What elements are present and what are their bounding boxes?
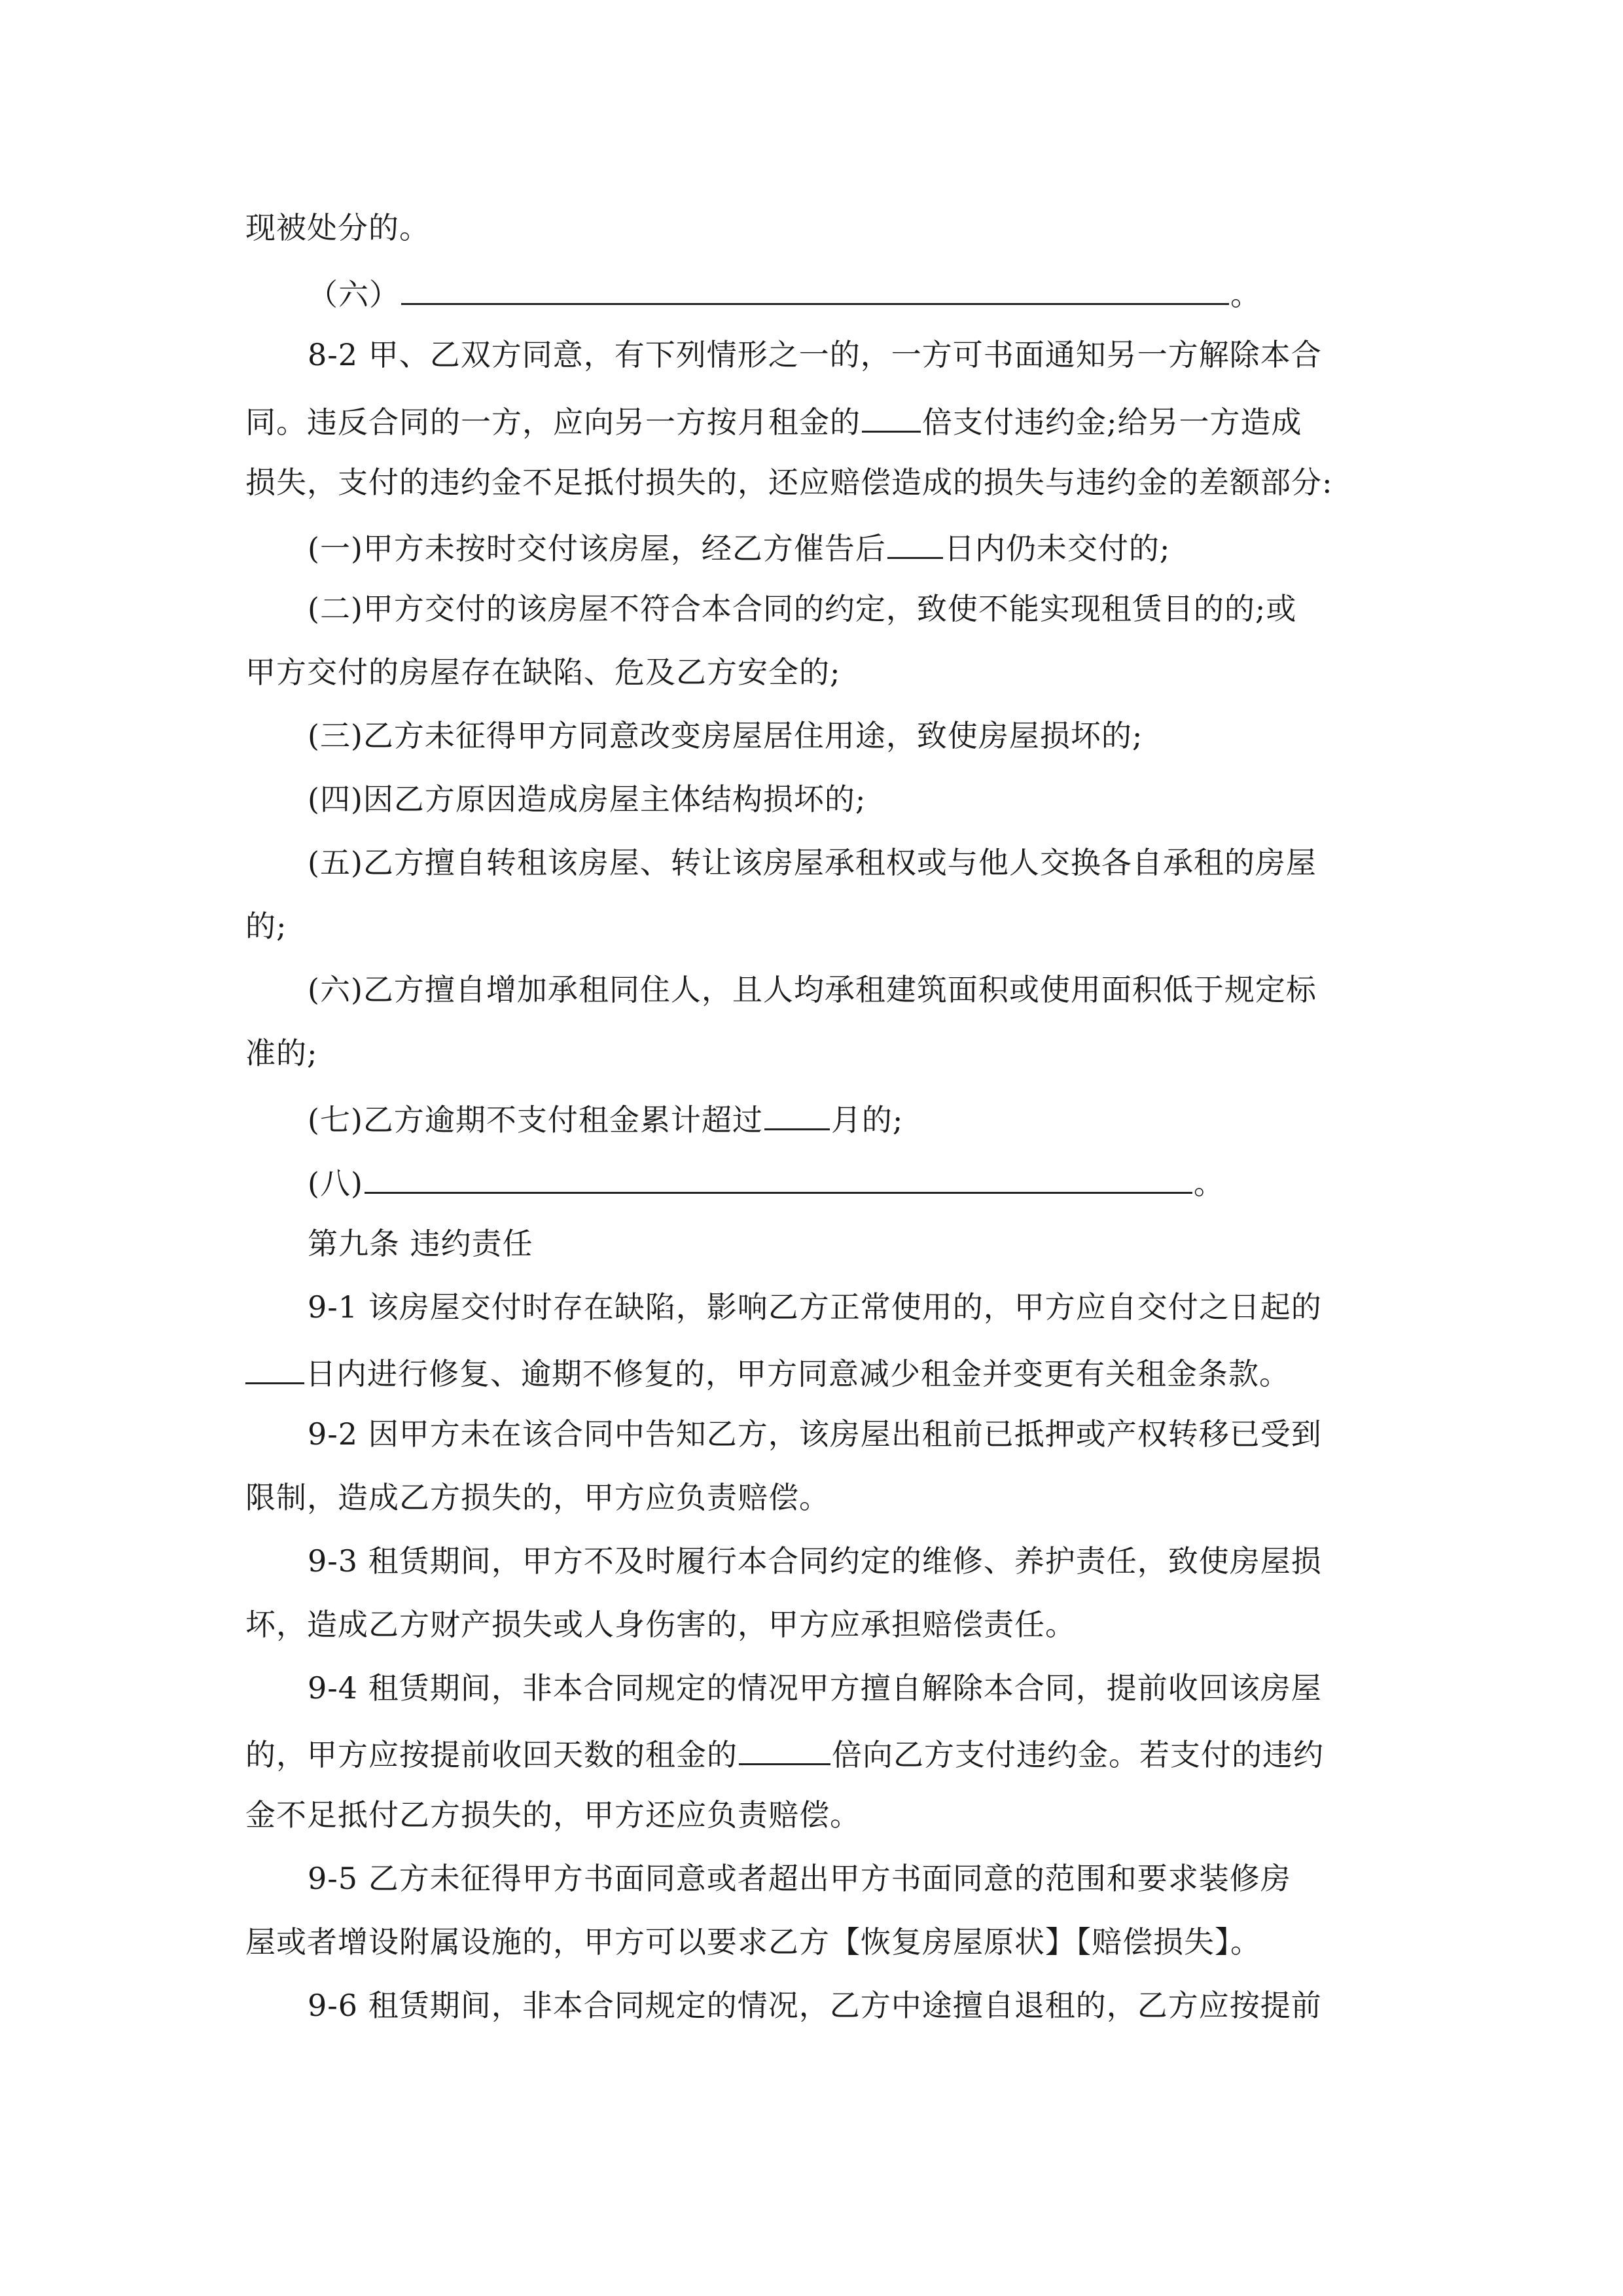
text-line: (六)乙方擅自增加承租同住人，且人均承租建筑面积或使用面积低于规定标 (308, 972, 1317, 1007)
text-line: (五)乙方擅自转租该房屋、转让该房屋承租权或与他人交换各自承租的房屋 (308, 845, 1317, 880)
text-line: 9-4 租赁期间，非本合同规定的情况甲方擅自解除本合同，提前收回该房屋 (308, 1670, 1322, 1706)
fill-blank (401, 272, 1229, 305)
text-line: 9-2 因甲方未在该合同中告知乙方，该房屋出租前已抵押或产权转移已受到 (308, 1416, 1322, 1452)
text-line: 的，甲方应按提前收回天数的租金的 倍向乙方支付违约金。若支付的违约 (245, 1732, 1324, 1771)
clause-blank-line: （六） 。 (308, 272, 1261, 311)
fill-blank (862, 399, 921, 433)
text-line: 9-5 乙方未征得甲方书面同意或者超出甲方书面同意的范围和要求装修房 (308, 1861, 1291, 1896)
fill-blank (245, 1351, 304, 1384)
text-line: 金不足抵付乙方损失的，甲方还应负责赔偿。 (245, 1797, 861, 1833)
text-line: 9-3 租赁期间，甲方不及时履行本合同约定的维修、养护责任，致使房屋损 (308, 1543, 1322, 1579)
text-line: 坏，造成乙方财产损失或人身伤害的，甲方应承担赔偿责任。 (245, 1607, 1076, 1642)
text-line: 的; (245, 908, 287, 944)
text-line: (二)甲方交付的该房屋不符合本合同的约定，致使不能实现租赁目的的;或 (308, 591, 1297, 626)
clause-blank-line: (八) 。 (308, 1160, 1224, 1200)
text-line: 9-1 该房屋交付时存在缺陷，影响乙方正常使用的，甲方应自交付之日起的 (308, 1289, 1322, 1325)
text-line: 损失，支付的违约金不足抵付损失的，还应赔偿造成的损失与违约金的差额部分: (245, 465, 1333, 500)
text-line: 屋或者增设附属设施的，甲方可以要求乙方【恢复房屋原状】【赔偿损失】。 (245, 1924, 1261, 1960)
text-line: 限制，造成乙方损失的，甲方应负责赔偿。 (245, 1480, 830, 1515)
text-line: 日内进行修复、逾期不修复的，甲方同意减少租金并变更有关租金条款。 (245, 1351, 1290, 1390)
text-line: 甲方交付的房屋存在缺陷、危及乙方安全的; (245, 655, 841, 690)
text-line: 9-6 租赁期间，非本合同规定的情况，乙方中途擅自退租的，乙方应按提前 (308, 1988, 1322, 2023)
text-line: 8-2 甲、乙双方同意，有下列情形之一的，一方可书面通知另一方解除本合 (308, 337, 1322, 372)
text-line: (四)因乙方原因造成房屋主体结构损坏的; (308, 781, 866, 817)
text-line: 现被处分的。 (245, 210, 430, 245)
fill-blank (365, 1160, 1192, 1194)
text-line: (一)甲方未按时交付该房屋，经乙方催告后 日内仍未交付的; (308, 526, 1170, 565)
fill-blank (887, 526, 943, 559)
text-line: (三)乙方未征得甲方同意改变房屋居住用途，致使房屋损坏的; (308, 718, 1143, 753)
fill-blank (739, 1732, 830, 1765)
fill-blank (764, 1097, 830, 1130)
section-heading: 第九条 违约责任 (308, 1226, 533, 1261)
text-line: 同。违反合同的一方，应向另一方按月租金的 倍支付违约金;给另一方造成 (245, 399, 1302, 439)
text-line: 准的; (245, 1035, 318, 1071)
text-line: (七)乙方逾期不支付租金累计超过 月的; (308, 1097, 903, 1136)
